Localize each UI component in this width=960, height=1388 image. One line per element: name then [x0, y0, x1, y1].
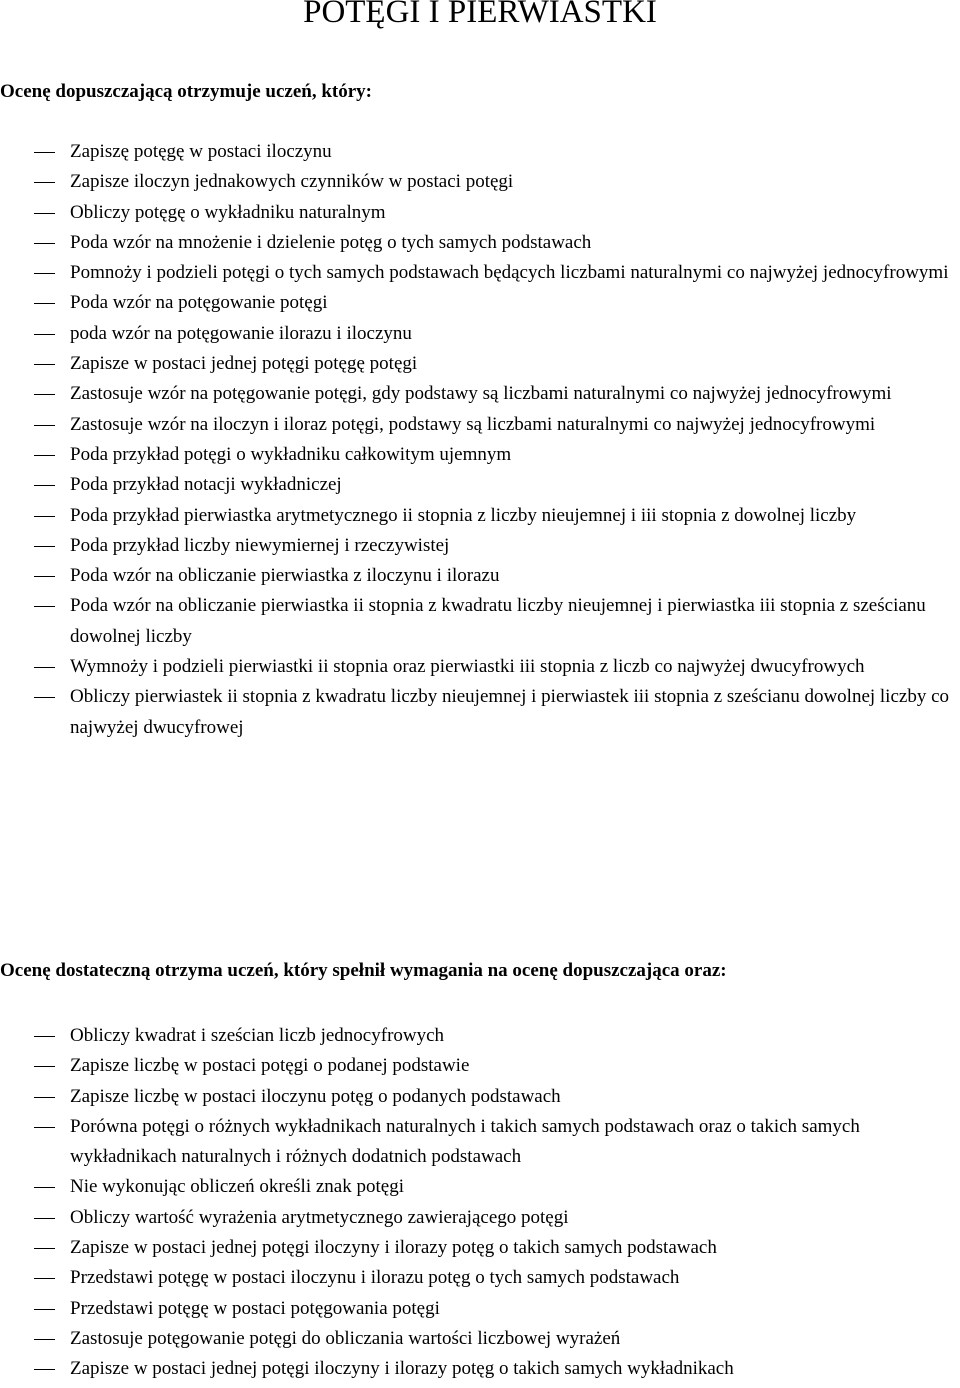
dash-bullet — [34, 1036, 55, 1037]
list-item: Poda przykład potęgi o wykładniku całkowitym ujemnym — [0, 440, 960, 470]
dash-bullet — [34, 1066, 55, 1067]
dash-bullet — [34, 1278, 55, 1279]
dash-bullet — [34, 1127, 55, 1128]
dash-bullet — [34, 1339, 55, 1340]
dash-bullet — [34, 667, 55, 668]
list-item: Poda wzór na mnożenie i dzielenie potęg o tych samych podstawach — [0, 228, 960, 258]
dash-bullet — [34, 213, 55, 214]
dash-bullet — [34, 182, 55, 183]
dash-bullet — [34, 1218, 55, 1219]
dash-bullet — [34, 394, 55, 395]
list-item: Wymnoży i podzieli pierwiastki ii stopnia oraz pierwiastki iii stopnia z liczb co najwyżej dwucyfrowych — [0, 652, 960, 682]
dash-bullet — [34, 516, 55, 517]
dash-bullet — [34, 697, 55, 698]
section-heading-dopuszczajaca: Ocenę dopuszczającą otrzymuje uczeń, który: — [0, 81, 372, 102]
list-item: Zapisze iloczyn jednakowych czynników w postaci potęgi — [0, 167, 960, 197]
dash-bullet — [34, 606, 55, 607]
list-item: Obliczy potęgę o wykładniku naturalnym — [0, 198, 960, 228]
dash-bullet — [34, 243, 55, 244]
requirements-list-dostateczna — [0, 1021, 960, 1385]
list-item: Zastosuje wzór na potęgowanie potęgi, gdy podstawy są liczbami naturalnymi co najwyżej jednocyfrowymi — [0, 379, 960, 409]
list-item: Nie wykonując obliczeń określi znak potęgi — [0, 1172, 960, 1202]
list-item: Poda wzór na obliczanie pierwiastka z iloczynu i ilorazu — [0, 561, 960, 591]
list-item: Zastosuje wzór na iloczyn i iloraz potęgi, podstawy są liczbami naturalnymi co najwyżej jednocyfrowymi — [0, 410, 960, 440]
dash-bullet — [34, 273, 55, 274]
list-item: Zapisze liczbę w postaci iloczynu potęg o podanych podstawach — [0, 1082, 960, 1112]
dash-bullet — [34, 1187, 55, 1188]
list-item: Obliczy wartość wyrażenia arytmetycznego zawierającego potęgi — [0, 1203, 960, 1233]
list-item: Poda wzór na obliczanie pierwiastka ii stopnia z kwadratu liczby nieujemnej i pierwiastka iii stopnia z sześcianu dowolnej liczby — [0, 591, 960, 652]
dash-bullet — [34, 1097, 55, 1098]
dash-bullet — [34, 303, 55, 304]
list-item: Zapisze liczbę w postaci potęgi o podanej podstawie — [0, 1051, 960, 1081]
list-item: Zapiszę potęgę w postaci iloczynu — [0, 137, 960, 167]
page-title: POTĘGI I PIERWIASTKI — [303, 0, 657, 30]
dash-bullet — [34, 364, 55, 365]
dash-bullet — [34, 1369, 55, 1370]
list-item: Zapisze w postaci jednej potęgi iloczyny i ilorazy potęg o takich samych wykładnikach — [0, 1354, 960, 1384]
dash-bullet — [34, 334, 55, 335]
dash-bullet — [34, 152, 55, 153]
list-item: Poda przykład notacji wykładniczej — [0, 470, 960, 500]
list-item: Zastosuje potęgowanie potęgi do obliczania wartości liczbowej wyrażeń — [0, 1324, 960, 1354]
list-item: Poda wzór na potęgowanie potęgi — [0, 288, 960, 318]
list-item: Zapisze w postaci jednej potęgi potęgę potęgi — [0, 349, 960, 379]
dash-bullet — [34, 485, 55, 486]
dash-bullet — [34, 455, 55, 456]
list-item: Obliczy pierwiastek ii stopnia z kwadratu liczby nieujemnej i pierwiastek iii stopnia z sześcianu dowolnej liczby co najwyżej dwucyfrowej — [0, 682, 960, 743]
list-item: Poda przykład liczby niewymiernej i rzeczywistej — [0, 531, 960, 561]
list-item: Porówna potęgi o różnych wykładnikach naturalnych i takich samych podstawach oraz o takich samych wykładnikach naturalnych i różnych dodatnich podstawach — [0, 1112, 960, 1173]
dash-bullet — [34, 546, 55, 547]
dash-bullet — [34, 425, 55, 426]
dash-bullet — [34, 576, 55, 577]
dash-bullet — [34, 1309, 55, 1310]
list-item: Pomnoży i podzieli potęgi o tych samych podstawach będących liczbami naturalnymi co najwyżej jednocyfrowymi — [0, 258, 960, 288]
list-item: poda wzór na potęgowanie ilorazu i iloczynu — [0, 319, 960, 349]
dash-bullet — [34, 1248, 55, 1249]
list-item: Obliczy kwadrat i sześcian liczb jednocyfrowych — [0, 1021, 960, 1051]
list-item: Poda przykład pierwiastka arytmetycznego ii stopnia z liczby nieujemnej i iii stopnia z dowolnej liczby — [0, 501, 960, 531]
list-item: Przedstawi potęgę w postaci iloczynu i ilorazu potęg o tych samych podstawach — [0, 1263, 960, 1293]
section-heading-dostateczna: Ocenę dostateczną otrzyma uczeń, który spełnił wymagania na ocenę dopuszczająca oraz: — [0, 960, 727, 981]
list-item: Zapisze w postaci jednej potęgi iloczyny i ilorazy potęg o takich samych podstawach — [0, 1233, 960, 1263]
requirements-list-dopuszczajaca — [0, 137, 960, 743]
list-item: Przedstawi potęgę w postaci potęgowania potęgi — [0, 1294, 960, 1324]
